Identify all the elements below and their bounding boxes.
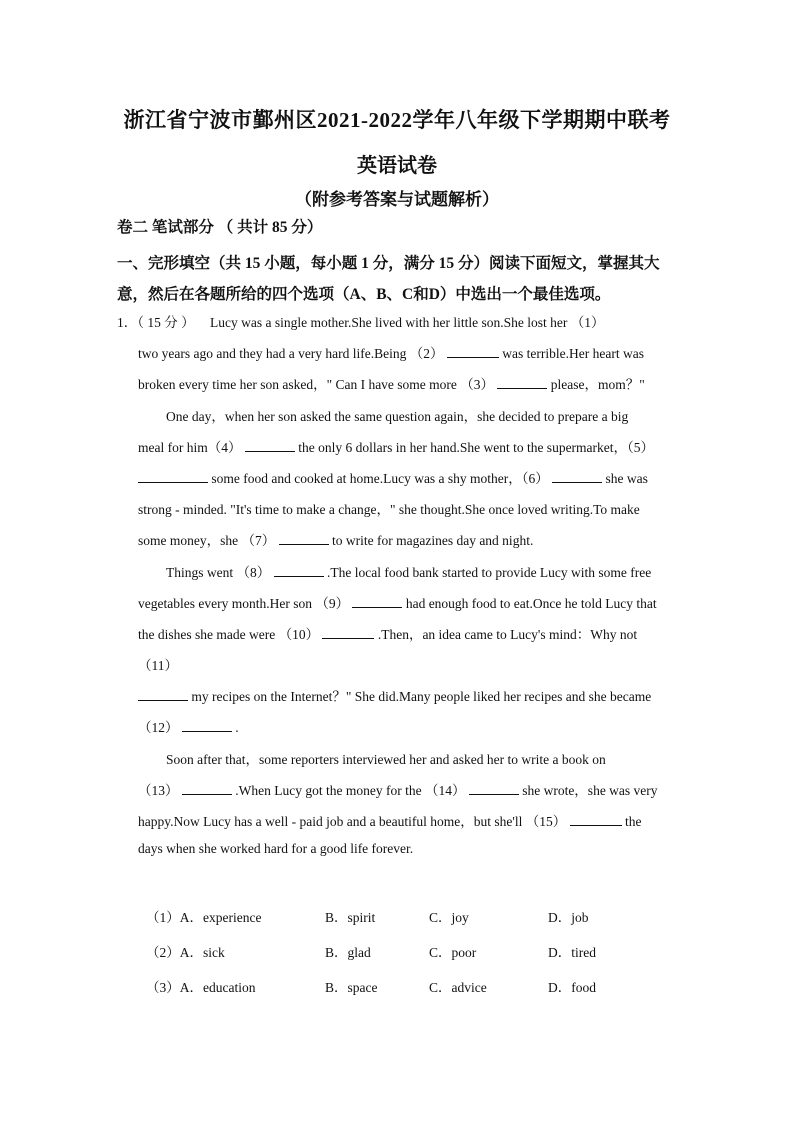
option-row-2 (146, 941, 706, 961)
option-number: （3） (146, 980, 180, 995)
option-d[interactable]: D．tired (548, 945, 596, 960)
answer-blank-5[interactable] (138, 469, 208, 483)
answer-blank-8[interactable] (274, 563, 324, 577)
passage-line-17 (138, 810, 674, 830)
exam-note: （附参考答案与试题解析） (295, 190, 499, 209)
answer-blank-12[interactable] (182, 718, 232, 732)
passage-line-4 (138, 405, 674, 425)
passage-line-9 (138, 561, 674, 581)
answer-blank-3[interactable] (497, 375, 547, 389)
answer-blank-10[interactable] (322, 625, 374, 639)
passage-text: some money，she （7） (138, 533, 276, 548)
passage-line-16 (138, 779, 674, 799)
answer-blank-6[interactable] (552, 469, 602, 483)
passage-text: . (235, 720, 239, 735)
answer-blank-15[interactable] (570, 812, 622, 826)
passage-line-18 (138, 841, 674, 857)
passage-line-15 (138, 748, 674, 768)
answer-blank-14[interactable] (469, 781, 519, 795)
passage-text: happy.Now Lucy has a well - paid job and a beautiful home，but she'll （15） (138, 814, 567, 829)
passage-text: the only 6 dollars in her hand.She went to the supermarket，（5） (298, 440, 655, 455)
option-row-1 (146, 906, 706, 926)
option-b[interactable]: B．spirit (325, 910, 376, 925)
passage-text: Soon after that，some reporters interviewed her and asked her to write a book on (166, 752, 606, 767)
answer-blank-2[interactable] (447, 344, 499, 358)
passage-text: Things went （8） (166, 565, 271, 580)
option-row-3 (146, 976, 706, 996)
passage-text: she was (605, 471, 648, 486)
exam-subtitle: 英语试卷 (357, 155, 437, 177)
option-text: A．education (179, 980, 256, 995)
passage-text: .When Lucy got the money for the （14） (235, 783, 466, 798)
passage-line-7 (138, 498, 674, 518)
passage-line-11 (138, 623, 674, 643)
passage-line-1 (210, 311, 674, 331)
passage-text: had enough food to eat.Once he told Lucy that (405, 596, 657, 611)
passage-text: One day，when her son asked the same question again，she decided to prepare a big (166, 409, 629, 424)
answer-blank-4[interactable] (245, 438, 295, 452)
option-c[interactable]: C．advice (429, 980, 487, 995)
option-text: A．sick (179, 945, 225, 960)
passage-text: vegetables every month.Her son （9） (138, 596, 350, 611)
passage-text: my recipes on the Internet？" She did.Many people liked her recipes and she became (191, 689, 652, 704)
option-a[interactable] (146, 976, 255, 996)
passage-text: .The local food bank started to provide Lucy with some free (327, 565, 652, 580)
section-instructions: 一、完形填空（共 15 小题，每小题 1 分，满分 15 分）阅读下面短文，掌握其大意，然后在各题所给的四个选项（A、B、C和D）中选出一个最佳选项。 (117, 255, 660, 303)
answer-blank-11[interactable] (138, 687, 188, 701)
passage-text: （13） (138, 783, 179, 798)
option-b[interactable]: B．glad (325, 945, 371, 960)
passage-text: the dishes she made were （10） (138, 627, 320, 642)
passage-text: broken every time her son asked，" Can I have some more （3） (138, 377, 495, 392)
passage-line-2 (138, 342, 674, 362)
option-number: （2） (146, 945, 180, 960)
option-text: A．experience (179, 910, 262, 925)
passage-text: meal for him（4） (138, 440, 242, 455)
passage-text: she wrote，she was very (522, 783, 658, 798)
answer-blank-13[interactable] (182, 781, 232, 795)
passage-text: days when she worked hard for a good life forever. (138, 841, 414, 856)
passage-line-3 (138, 373, 674, 393)
passage-text: .Then，an idea came to Lucy's mind：Why not (377, 627, 638, 642)
option-c[interactable]: C．poor (429, 945, 477, 960)
answer-blank-9[interactable] (352, 594, 402, 608)
passage-text: two years ago and they had a very hard life.Being （2） (138, 346, 444, 361)
passage-line-6 (138, 467, 674, 487)
option-number: （1） (146, 910, 180, 925)
option-d[interactable]: D．job (548, 910, 589, 925)
passage-text: （12） (138, 720, 179, 735)
passage-text: the (624, 814, 642, 829)
passage-line-12 (138, 654, 674, 674)
option-c[interactable]: C．joy (429, 910, 469, 925)
option-d[interactable]: D．food (548, 980, 596, 995)
passage-text: please，mom？" (550, 377, 645, 392)
exam-title: 浙江省宁波市鄞州区2021-2022学年八年级下学期期中联考 (123, 108, 671, 132)
passage-line-10 (138, 592, 674, 612)
passage-line-13 (138, 685, 674, 705)
option-b[interactable]: B．space (325, 980, 378, 995)
passage-line-5 (138, 436, 674, 456)
passage-line-14 (138, 716, 674, 736)
passage-line-8 (138, 529, 674, 549)
option-a[interactable] (146, 906, 261, 926)
passage-text: some food and cooked at home.Lucy was a shy mother，（6） (211, 471, 549, 486)
question-number: 1．（ 15 分 ） (117, 315, 195, 330)
passage-text: （11） (138, 658, 178, 673)
passage-text: strong - minded. "It's time to make a change，" she thought.She once loved writing.To make (138, 502, 640, 517)
option-a[interactable] (146, 941, 225, 961)
section-part-heading: 卷二 笔试部分 （ 共计 85 分） (117, 219, 323, 236)
passage-text: was terrible.Her heart was (502, 346, 644, 361)
answer-blank-7[interactable] (279, 531, 329, 545)
passage-text: Lucy was a single mother.She lived with her little son.She lost her （1） (210, 315, 605, 330)
passage-text: to write for magazines day and night. (332, 533, 534, 548)
